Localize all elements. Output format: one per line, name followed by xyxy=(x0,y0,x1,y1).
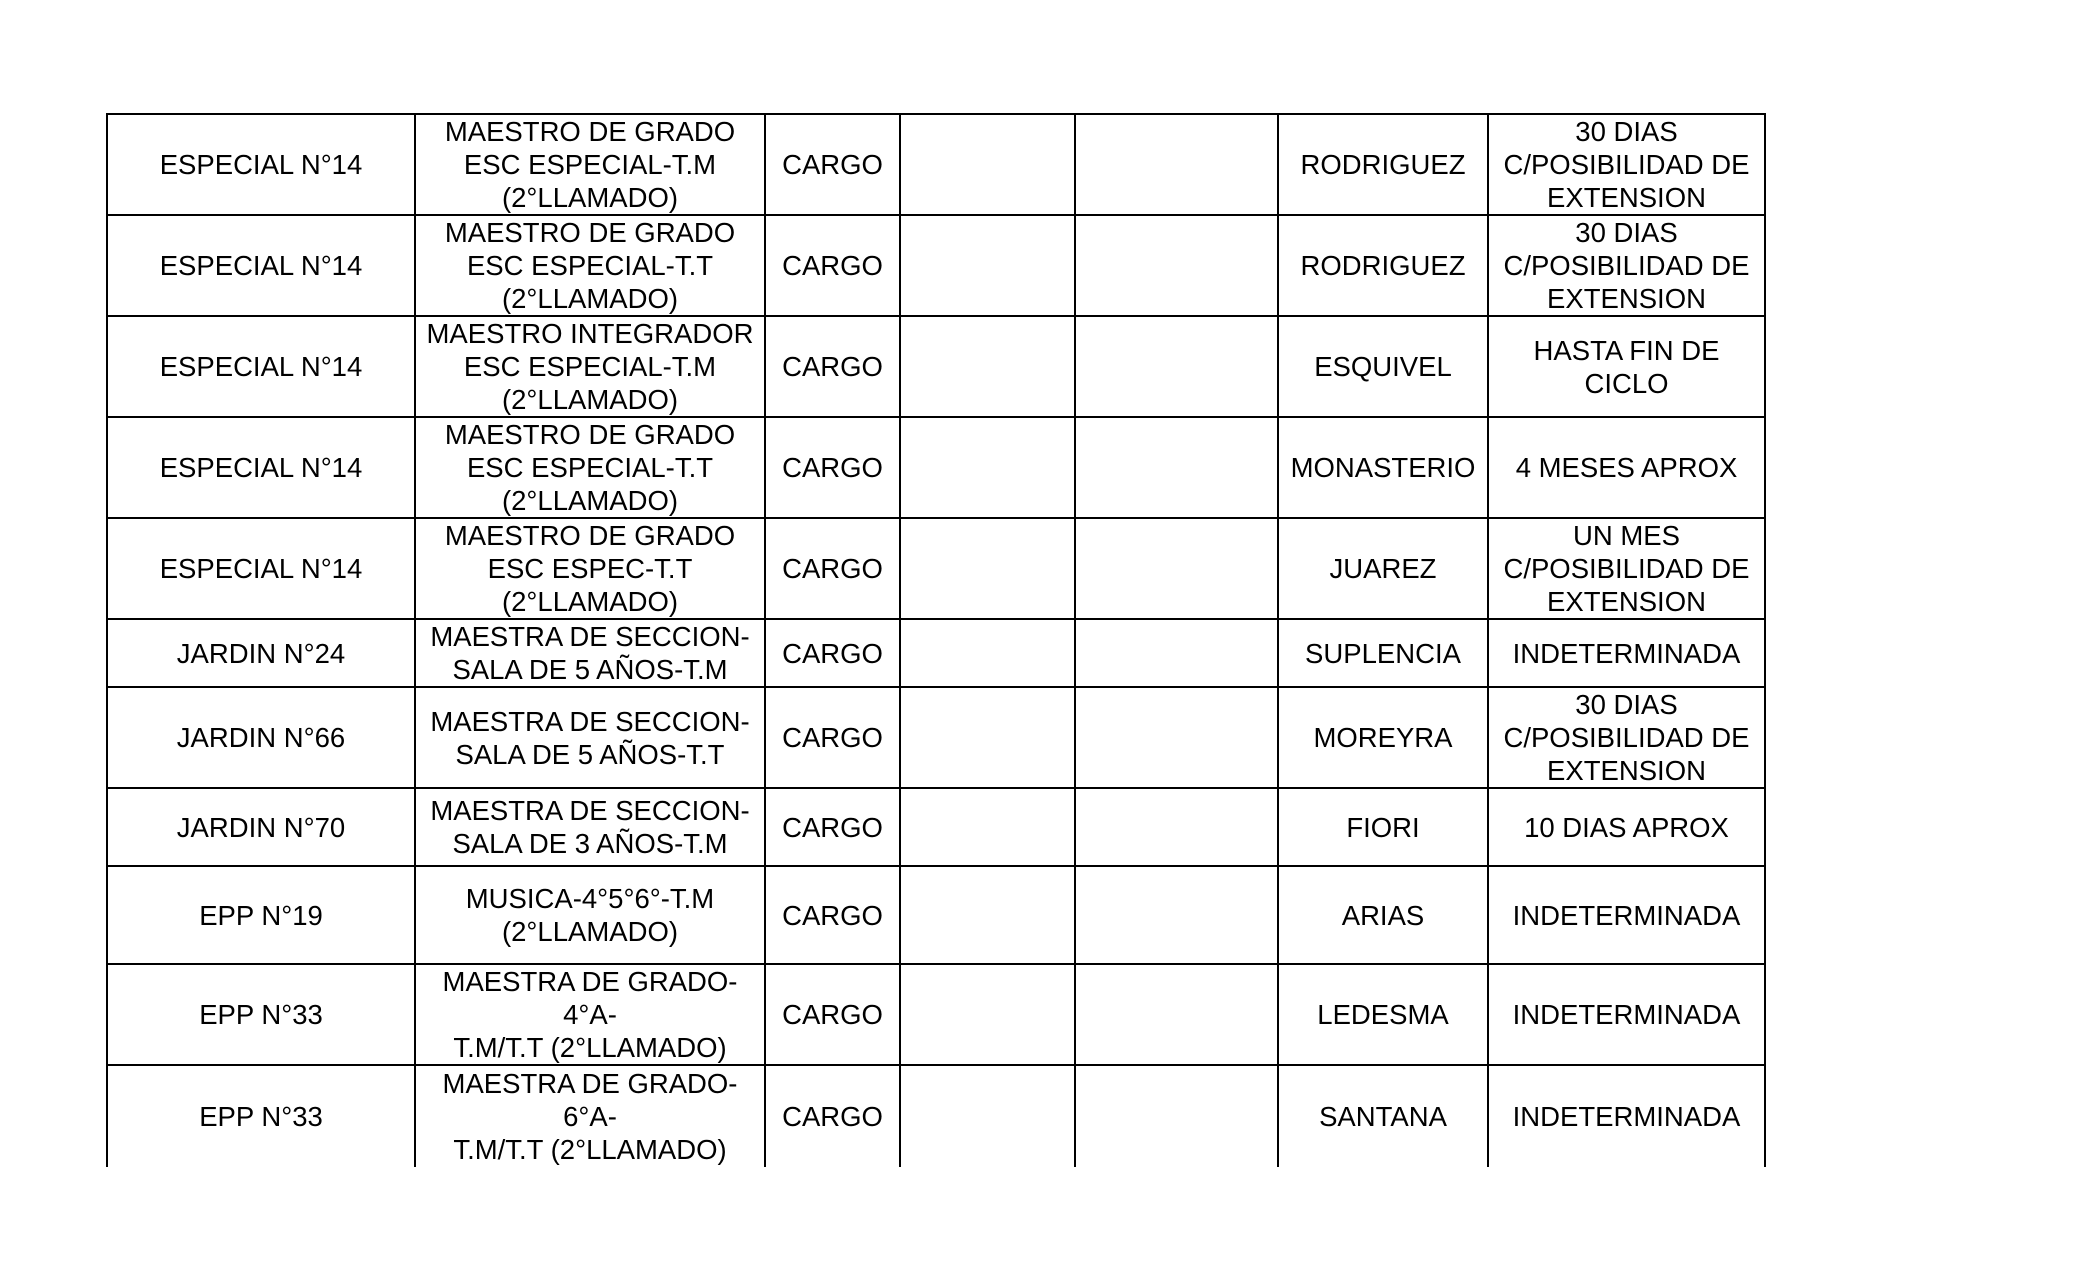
name-cell: LEDESMA xyxy=(1278,964,1488,1065)
empty-cell xyxy=(900,316,1075,417)
type-cell: CARGO xyxy=(765,964,900,1065)
position-cell: MAESTRO DE GRADO ESC ESPECIAL-T.M (2°LLAMADO) xyxy=(415,114,765,215)
name-cell: FIORI xyxy=(1278,788,1488,866)
name-cell: SUPLENCIA xyxy=(1278,619,1488,687)
empty-cell xyxy=(900,964,1075,1065)
position-cell: MAESTRA DE GRADO-4°A- T.M/T.T (2°LLAMADO) xyxy=(415,964,765,1065)
table-row xyxy=(107,788,1765,866)
position-cell: MAESTRO DE GRADO ESC ESPECIAL-T.T (2°LLAMADO) xyxy=(415,215,765,316)
empty-cell xyxy=(900,215,1075,316)
type-cell: CARGO xyxy=(765,114,900,215)
type-cell: CARGO xyxy=(765,518,900,619)
type-cell: CARGO xyxy=(765,619,900,687)
name-cell: ESQUIVEL xyxy=(1278,316,1488,417)
position-cell: MAESTRA DE SECCION- SALA DE 5 AÑOS-T.T xyxy=(415,687,765,788)
school-cell: EPP N°33 xyxy=(107,964,415,1065)
duration-cell: INDETERMINADA xyxy=(1488,964,1765,1065)
duration-cell: 30 DIAS C/POSIBILIDAD DE EXTENSION xyxy=(1488,114,1765,215)
empty-cell xyxy=(1075,215,1278,316)
empty-cell xyxy=(900,518,1075,619)
table-row xyxy=(107,687,1765,788)
table-row xyxy=(107,215,1765,316)
empty-cell xyxy=(900,687,1075,788)
table-row xyxy=(107,114,1765,215)
school-cell: EPP N°33 xyxy=(107,1065,415,1167)
table-row xyxy=(107,866,1765,964)
empty-cell xyxy=(900,619,1075,687)
position-cell: MAESTRO INTEGRADOR ESC ESPECIAL-T.M (2°LLAMADO) xyxy=(415,316,765,417)
school-cell: ESPECIAL N°14 xyxy=(107,518,415,619)
duration-cell: 10 DIAS APROX xyxy=(1488,788,1765,866)
name-cell: RODRIGUEZ xyxy=(1278,114,1488,215)
name-cell: SANTANA xyxy=(1278,1065,1488,1167)
type-cell: CARGO xyxy=(765,788,900,866)
type-cell: CARGO xyxy=(765,866,900,964)
empty-cell xyxy=(1075,518,1278,619)
name-cell: MOREYRA xyxy=(1278,687,1488,788)
name-cell: RODRIGUEZ xyxy=(1278,215,1488,316)
duration-cell: UN MES C/POSIBILIDAD DE EXTENSION xyxy=(1488,518,1765,619)
empty-cell xyxy=(900,1065,1075,1167)
type-cell: CARGO xyxy=(765,215,900,316)
empty-cell xyxy=(1075,964,1278,1065)
type-cell: CARGO xyxy=(765,417,900,518)
school-cell: JARDIN N°24 xyxy=(107,619,415,687)
empty-cell xyxy=(900,114,1075,215)
school-cell: ESPECIAL N°14 xyxy=(107,417,415,518)
position-cell: MAESTRA DE SECCION- SALA DE 5 AÑOS-T.M xyxy=(415,619,765,687)
empty-cell xyxy=(1075,1065,1278,1167)
position-cell: MAESTRO DE GRADO ESC ESPEC-T.T (2°LLAMADO) xyxy=(415,518,765,619)
duration-cell: INDETERMINADA xyxy=(1488,866,1765,964)
empty-cell xyxy=(1075,316,1278,417)
type-cell: CARGO xyxy=(765,1065,900,1167)
position-cell: MAESTRA DE SECCION- SALA DE 3 AÑOS-T.M xyxy=(415,788,765,866)
duration-cell: 30 DIAS C/POSIBILIDAD DE EXTENSION xyxy=(1488,687,1765,788)
table-row xyxy=(107,417,1765,518)
type-cell: CARGO xyxy=(765,316,900,417)
school-cell: JARDIN N°66 xyxy=(107,687,415,788)
table-row xyxy=(107,964,1765,1065)
empty-cell xyxy=(1075,687,1278,788)
name-cell: JUAREZ xyxy=(1278,518,1488,619)
school-cell: JARDIN N°70 xyxy=(107,788,415,866)
position-cell: MAESTRA DE GRADO-6°A- T.M/T.T (2°LLAMADO) xyxy=(415,1065,765,1167)
table-row xyxy=(107,316,1765,417)
empty-cell xyxy=(1075,417,1278,518)
duration-cell: INDETERMINADA xyxy=(1488,1065,1765,1167)
duration-cell: INDETERMINADA xyxy=(1488,619,1765,687)
school-cell: ESPECIAL N°14 xyxy=(107,316,415,417)
school-cell: ESPECIAL N°14 xyxy=(107,215,415,316)
position-cell: MAESTRO DE GRADO ESC ESPECIAL-T.T (2°LLAMADO) xyxy=(415,417,765,518)
type-cell: CARGO xyxy=(765,687,900,788)
duration-cell: 4 MESES APROX xyxy=(1488,417,1765,518)
name-cell: MONASTERIO xyxy=(1278,417,1488,518)
empty-cell xyxy=(1075,114,1278,215)
table-row xyxy=(107,1065,1765,1167)
empty-cell xyxy=(1075,619,1278,687)
duration-cell: 30 DIAS C/POSIBILIDAD DE EXTENSION xyxy=(1488,215,1765,316)
empty-cell xyxy=(1075,788,1278,866)
name-cell: ARIAS xyxy=(1278,866,1488,964)
school-cell: ESPECIAL N°14 xyxy=(107,114,415,215)
position-cell: MUSICA-4°5°6°-T.M (2°LLAMADO) xyxy=(415,866,765,964)
vacancies-table xyxy=(106,113,1766,1167)
empty-cell xyxy=(900,417,1075,518)
table-row xyxy=(107,518,1765,619)
empty-cell xyxy=(1075,866,1278,964)
duration-cell: HASTA FIN DE CICLO xyxy=(1488,316,1765,417)
empty-cell xyxy=(900,866,1075,964)
school-cell: EPP N°19 xyxy=(107,866,415,964)
empty-cell xyxy=(900,788,1075,866)
table-row xyxy=(107,619,1765,687)
